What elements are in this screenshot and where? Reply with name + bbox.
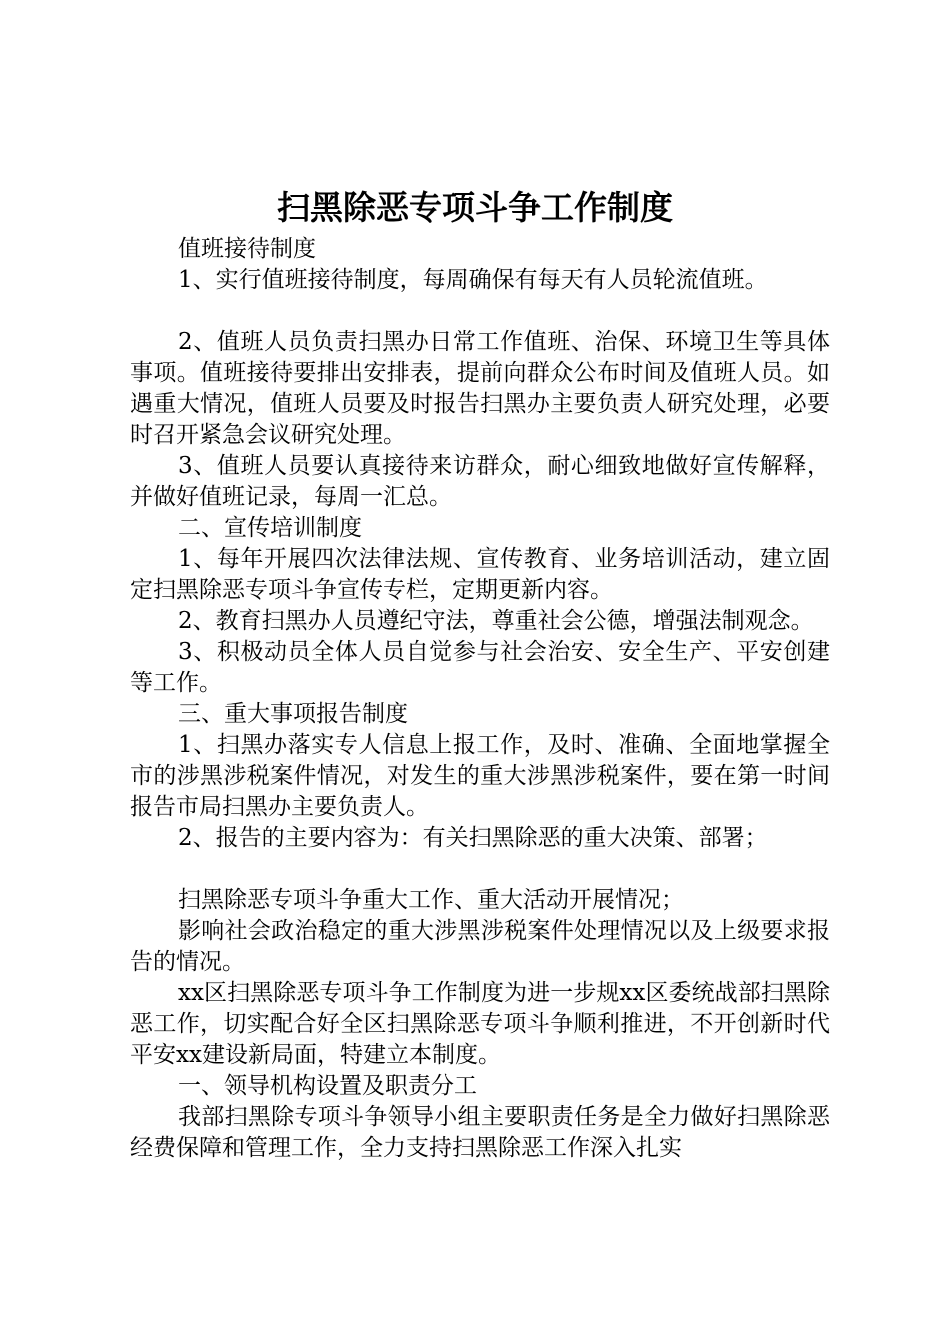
paragraph: 扫黑除恶专项斗争重大工作、重大活动开展情况； xyxy=(178,887,684,913)
paragraph: 1、每年开展四次法律法规、宣传教育、业务培训活动，建立固定扫黑除恶专项斗争宣传专栏，定期更新内容。 xyxy=(130,546,830,603)
paragraph-spacer xyxy=(130,296,830,327)
paragraph: 2、教育扫黑办人员遵纪守法，尊重社会公德，增强法制观念。 xyxy=(178,608,814,634)
paragraph: 2、报告的主要内容为：有关扫黑除恶的重大决策、部署； xyxy=(178,825,768,851)
paragraph: 1、扫黑办落实专人信息上报工作，及时、准确、全面地掌握全市的涉黑涉税案件情况，对发生的重大涉黑涉税案件，要在第一时间报告市局扫黑办主要负责人。 xyxy=(130,732,830,820)
paragraph: 2、值班人员负责扫黑办日常工作值班、治保、环境卫生等具体事项。值班接待要排出安排表，提前向群众公布时间及值班人员。如遇重大情况，值班人员要及时报告扫黑办主要负责人研究处理，必要时召开紧急会议研究处理。 xyxy=(130,329,830,448)
document-body xyxy=(130,234,830,1164)
paragraph-spacer xyxy=(130,854,830,885)
paragraph: 值班接待制度 xyxy=(178,236,316,262)
paragraph: 3、值班人员要认真接待来访群众，耐心细致地做好宣传解释，并做好值班记录，每周一汇总。 xyxy=(130,453,830,510)
section-heading: 二、宣传培训制度 xyxy=(178,515,362,541)
document-title: 扫黑除恶专项斗争工作制度 xyxy=(277,188,673,227)
paragraph: 我部扫黑除专项斗争领导小组主要职责任务是全力做好扫黑除恶经费保障和管理工作，全力支持扫黑除恶工作深入扎实 xyxy=(130,1104,830,1161)
section-heading: 三、重大事项报告制度 xyxy=(178,701,408,727)
section-heading: 一、领导机构设置及职责分工 xyxy=(178,1073,477,1099)
paragraph: 3、积极动员全体人员自觉参与社会治安、安全生产、平安创建等工作。 xyxy=(130,639,830,696)
paragraph: xx区扫黑除恶专项斗争工作制度为进一步规xx区委统战部扫黑除恶工作，切实配合好全区扫黑除恶专项斗争顺利推进，不开创新时代平安xx建设新局面，特建立本制度。 xyxy=(130,980,830,1068)
paragraph: 1、实行值班接待制度，每周确保有每天有人员轮流值班。 xyxy=(178,267,768,293)
paragraph: 影响社会政治稳定的重大涉黑涉税案件处理情况以及上级要求报告的情况。 xyxy=(130,918,830,975)
